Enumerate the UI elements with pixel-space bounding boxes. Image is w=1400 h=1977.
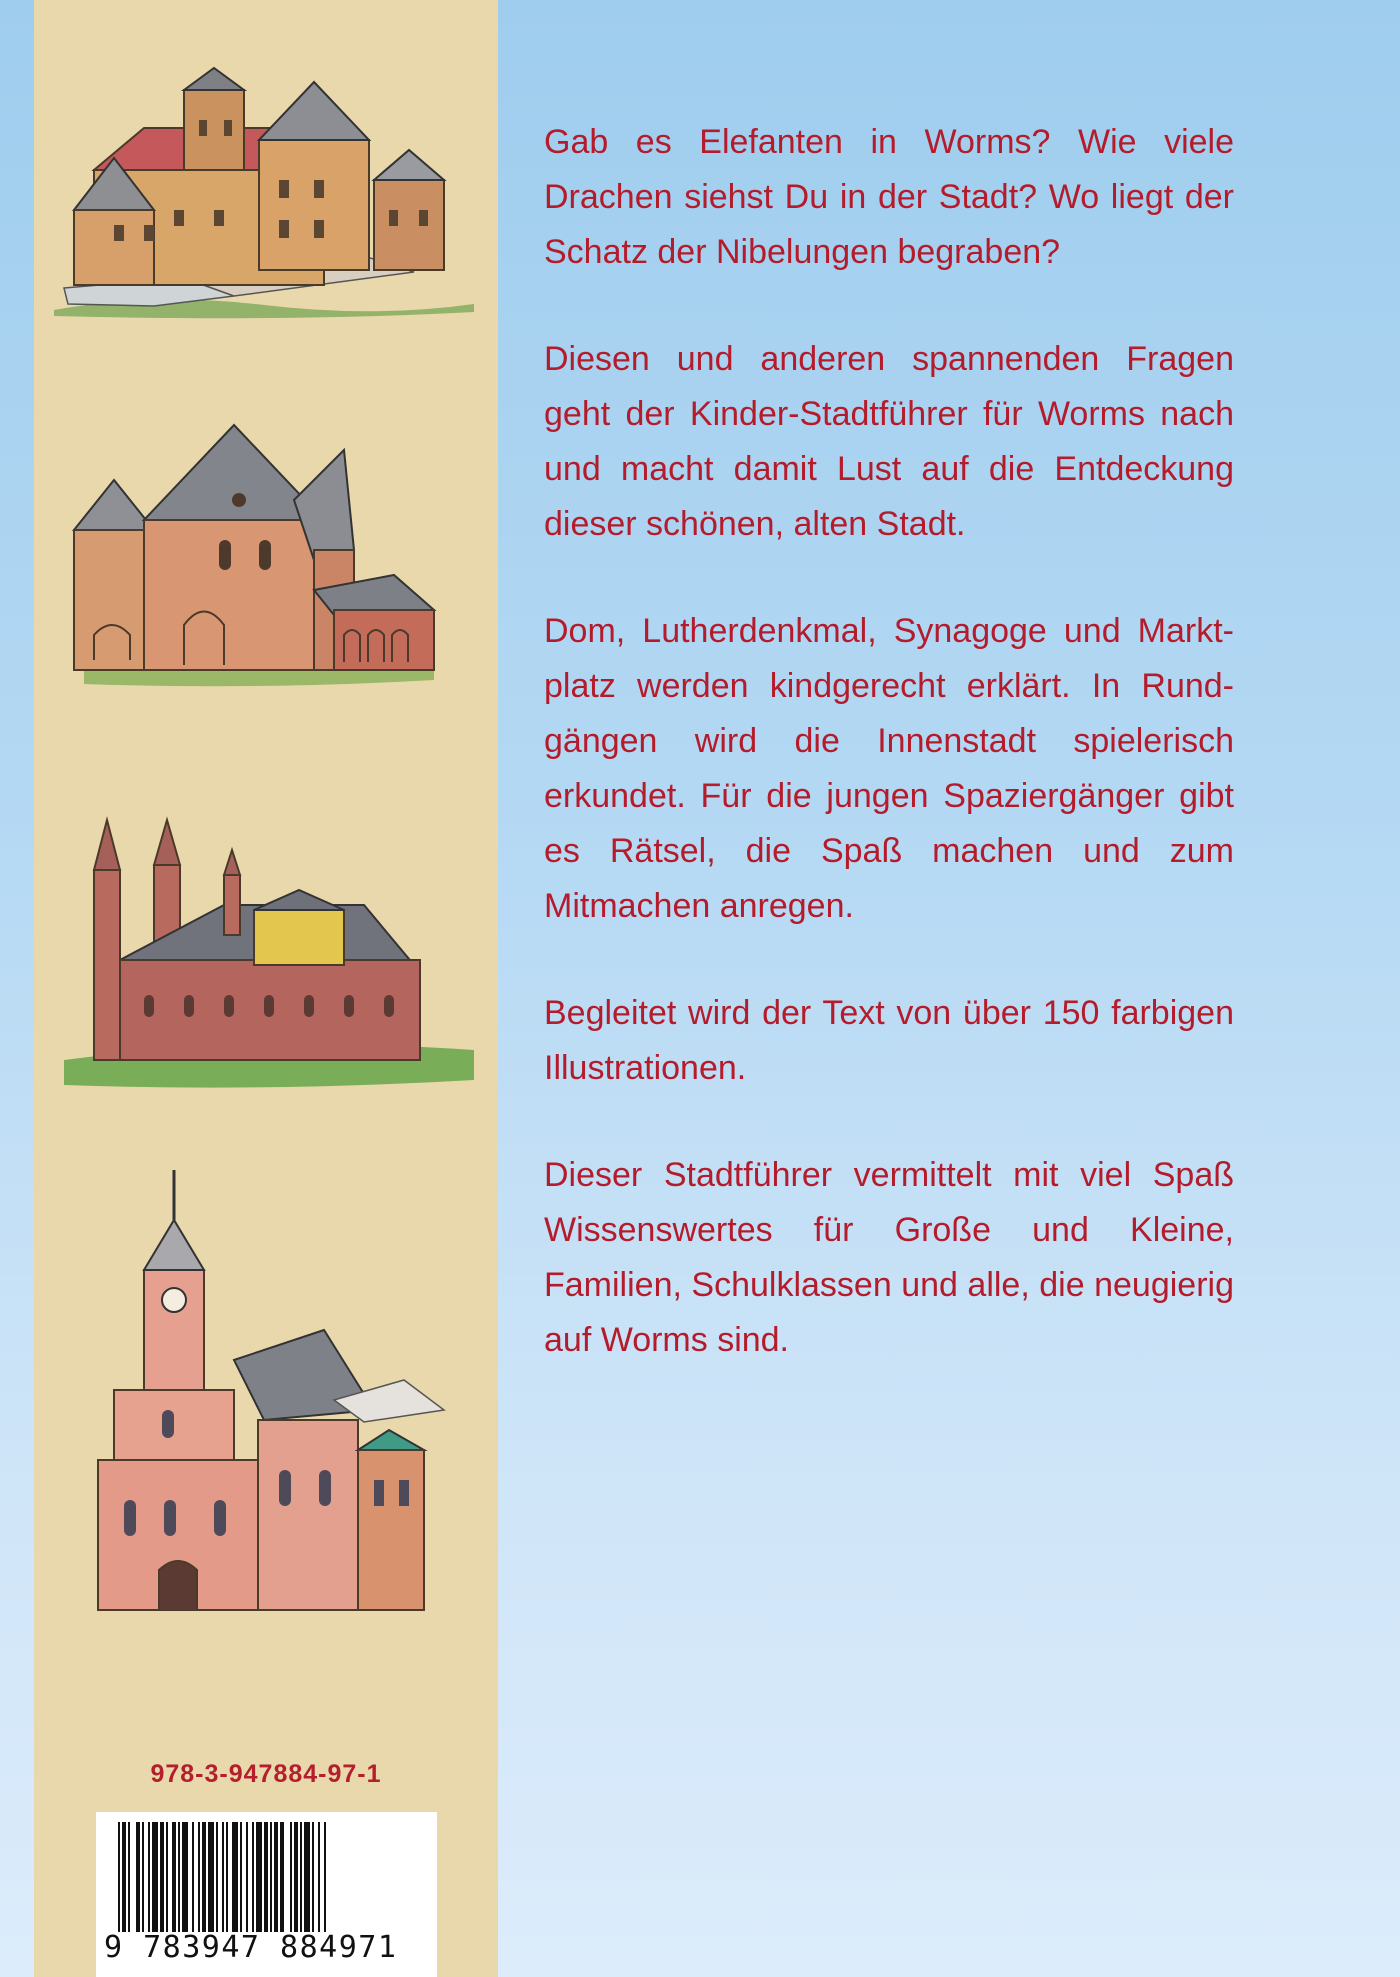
paragraph-intro-questions: Gab es Elefanten in Worms? Wie viele Drachen siehst Du in der Stadt? Wo liegt der Schatz der Nibelungen begraben? [544, 123, 1234, 271]
baroque-church-illustration [34, 1160, 498, 1650]
paragraph-audience: Dieser Stadtführer vermittelt mit viel Spaß Wissenswertes für Große und Kleine, Familien, Schulklassen und alle, die neugierig auf Worms sind. [544, 1156, 1234, 1359]
paragraph-sights: Dom, Lutherdenkmal, Synagoge und Markt-platz werden kindgerecht erklärt. In Rund-gängen wird die Innenstadt spielerisch erkundet. Für die jungen Spaziergänger gibt es Rätsel, die Spaß machen und zum Mitmachen anregen. [544, 612, 1234, 925]
sidebar-strip [34, 0, 498, 1977]
barcode [96, 1812, 437, 1977]
romanesque-church-illustration [34, 400, 498, 690]
barcode-digits: 9 783947 884971 [104, 1930, 398, 1965]
barcode-bars [118, 1822, 418, 1932]
description-text [544, 115, 1234, 1420]
cathedral-illustration [34, 800, 498, 1090]
castle-illustration [34, 60, 498, 330]
paragraph-guide-purpose: Diesen und anderen spannenden Fragen geht der Kinder-Stadtführer für Worms nach und macht damit Lust auf die Entdeckung dieser schönen, alten Stadt. [544, 340, 1234, 543]
isbn-number: 978-3-947884-97-1 [150, 1760, 382, 1788]
paragraph-illustrations: Begleitet wird der Text von über 150 farbigen Illustrationen. [544, 994, 1234, 1087]
